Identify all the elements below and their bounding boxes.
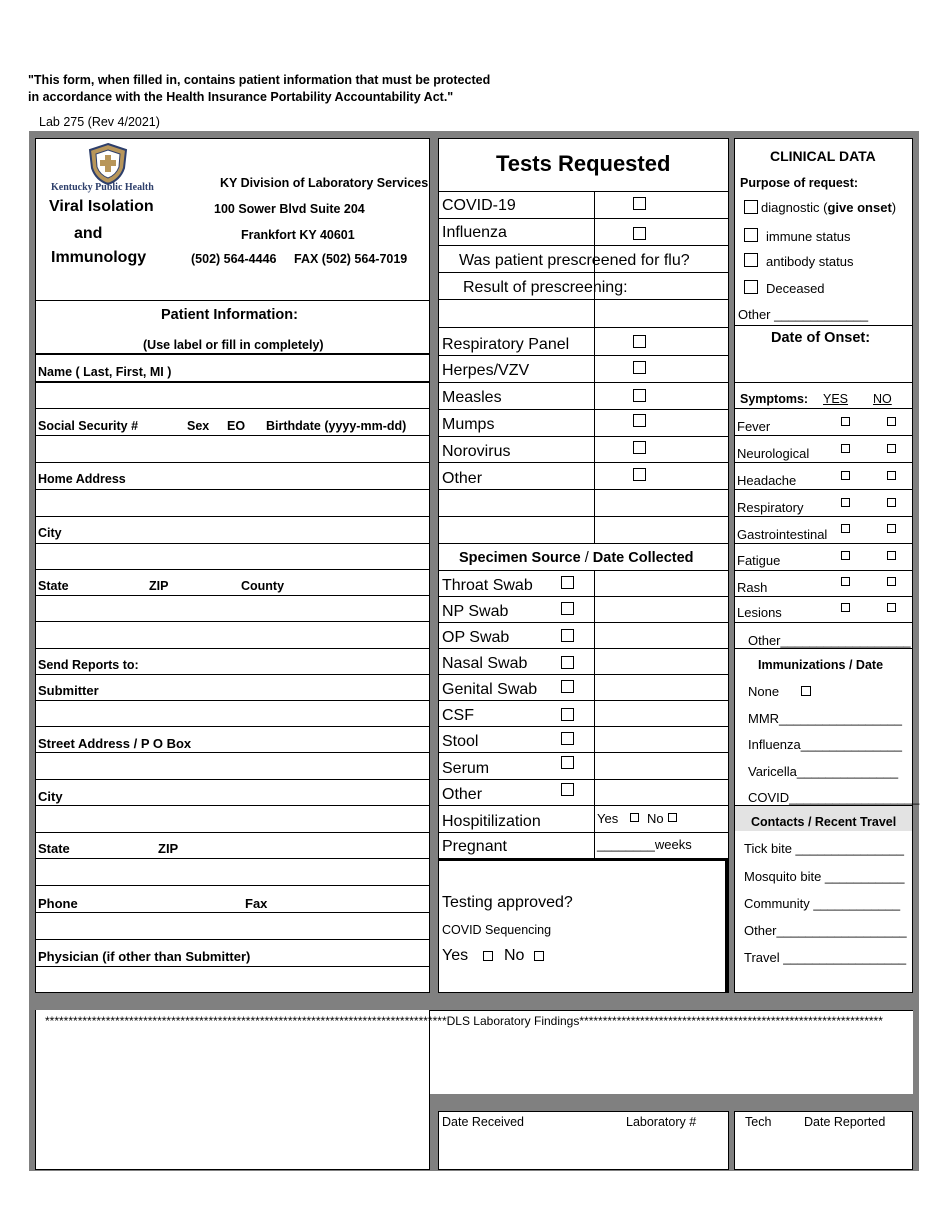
patient-info-heading: Patient Information: bbox=[161, 307, 298, 323]
symptom-neurological-yes[interactable] bbox=[841, 444, 850, 453]
specimen-op-label: OP Swab bbox=[442, 629, 510, 646]
test-covid-checkbox[interactable] bbox=[633, 197, 646, 210]
form-number: Lab 275 (Rev 4/2021) bbox=[39, 115, 160, 129]
name-label: Name ( Last, First, MI ) bbox=[38, 365, 172, 379]
symptoms-yes-header: YES bbox=[823, 392, 849, 406]
hosp-yes-label: Yes bbox=[597, 811, 619, 826]
imm-influenza-label: Influenza______________ bbox=[748, 737, 902, 752]
antibody-status-checkbox[interactable] bbox=[744, 253, 758, 267]
symptom-headache-yes[interactable] bbox=[841, 471, 850, 480]
specimen-stool-checkbox[interactable] bbox=[561, 732, 574, 745]
specimen-csf-checkbox[interactable] bbox=[561, 708, 574, 721]
symptom-lesions-yes[interactable] bbox=[841, 603, 850, 612]
symptom-fatigue-yes[interactable] bbox=[841, 551, 850, 560]
approved-no-label: No bbox=[504, 947, 525, 964]
date-received-label: Date Received bbox=[442, 1115, 524, 1129]
division-fax: FAX (502) 564-7019 bbox=[294, 252, 408, 266]
findings-left-box bbox=[35, 1010, 430, 1170]
test-herpes-label: Herpes/VZV bbox=[442, 362, 530, 379]
hospitalization-label: Hospitilization bbox=[442, 813, 541, 830]
specimen-csf-label: CSF bbox=[442, 707, 474, 724]
tests-panel bbox=[438, 138, 729, 993]
symptom-gastrointestinal-no[interactable] bbox=[887, 524, 896, 533]
test-influenza-checkbox[interactable] bbox=[633, 227, 646, 240]
contact-mosquito-label: Mosquito bite ___________ bbox=[744, 869, 905, 884]
clinical-data-heading: CLINICAL DATA bbox=[770, 148, 876, 164]
imm-none-checkbox[interactable] bbox=[801, 686, 811, 696]
approved-no-checkbox[interactable] bbox=[534, 951, 544, 961]
hosp-no-label: No bbox=[647, 811, 664, 826]
sex-label: Sex bbox=[187, 419, 210, 433]
send-reports-label: Send Reports to: bbox=[38, 658, 139, 672]
phone-label: Phone bbox=[38, 896, 78, 911]
specimen-other-label: Other bbox=[442, 786, 483, 803]
approved-yes-label: Yes bbox=[442, 947, 469, 964]
symptom-respiratory-label: Respiratory bbox=[737, 500, 804, 515]
prescreened-label: Was patient prescreened for flu? bbox=[459, 252, 690, 269]
test-respiratory-label: Respiratory Panel bbox=[442, 336, 570, 353]
test-other-label: Other bbox=[442, 470, 483, 487]
symptoms-no-header: NO bbox=[873, 392, 892, 406]
hipaa-notice-line2: in accordance with the Health Insurance Portability Accountability Act." bbox=[28, 90, 454, 104]
symptom-headache-no[interactable] bbox=[887, 471, 896, 480]
tech-label: Tech bbox=[745, 1115, 772, 1129]
lab-number-label: Laboratory # bbox=[626, 1115, 697, 1129]
city-label: City bbox=[38, 526, 62, 540]
division-address1: 100 Sower Blvd Suite 204 bbox=[214, 202, 365, 216]
symptom-fatigue-label: Fatigue bbox=[737, 553, 781, 568]
symptom-lesions-no[interactable] bbox=[887, 603, 896, 612]
home-address-label: Home Address bbox=[38, 472, 126, 486]
date-collected-heading: Date Collected bbox=[592, 550, 694, 566]
zip2-label: ZIP bbox=[158, 841, 179, 856]
kph-shield-icon bbox=[86, 142, 130, 186]
contact-other-label: Other__________________ bbox=[744, 923, 907, 938]
birthdate-label: Birthdate (yyyy-mm-dd) bbox=[266, 419, 407, 433]
immune-status-checkbox[interactable] bbox=[744, 228, 758, 242]
test-mumps-label: Mumps bbox=[442, 416, 495, 433]
purpose-other-label: Other _____________ bbox=[738, 307, 869, 322]
symptom-rash-label: Rash bbox=[737, 580, 768, 595]
contact-tick-label: Tick bite _______________ bbox=[744, 841, 904, 856]
imm-mmr-label: MMR_________________ bbox=[748, 711, 902, 726]
diagnostic-label-c: ) bbox=[891, 200, 897, 215]
deceased-label: Deceased bbox=[766, 281, 825, 296]
state-label: State bbox=[38, 579, 69, 593]
specimen-np-checkbox[interactable] bbox=[561, 602, 574, 615]
pregnant-weeks: ________weeks bbox=[597, 837, 692, 852]
title-line1: Viral Isolation bbox=[49, 198, 154, 215]
imm-none-label: None bbox=[748, 684, 780, 699]
title-line3: Immunology bbox=[51, 249, 147, 266]
specimen-other-checkbox[interactable] bbox=[561, 783, 574, 796]
test-herpes-checkbox[interactable] bbox=[633, 361, 646, 374]
diagnostic-label bbox=[761, 200, 896, 215]
hipaa-notice-line1: "This form, when filled in, contains patient information that must be protected bbox=[28, 73, 491, 87]
hipaa-notice bbox=[28, 72, 490, 106]
specimen-op-checkbox[interactable] bbox=[561, 629, 574, 642]
contact-community-label: Community ____________ bbox=[744, 896, 901, 911]
specimen-stool-label: Stool bbox=[442, 733, 479, 750]
ssn-label: Social Security # bbox=[38, 419, 139, 433]
test-norovirus-label: Norovirus bbox=[442, 443, 511, 460]
logo-text: Kentucky Public Health bbox=[51, 182, 154, 193]
county-label: County bbox=[241, 579, 285, 593]
contacts-travel-heading: Contacts / Recent Travel bbox=[751, 815, 897, 829]
specimen-nasal-label: Nasal Swab bbox=[442, 655, 528, 672]
symptom-gastrointestinal-label: Gastrointestinal bbox=[737, 527, 828, 542]
fax-label: Fax bbox=[245, 896, 268, 911]
division-phone: (502) 564-4446 bbox=[191, 252, 277, 266]
tech-box bbox=[734, 1111, 913, 1170]
specimen-throat-checkbox[interactable] bbox=[561, 576, 574, 589]
symptom-respiratory-yes[interactable] bbox=[841, 498, 850, 507]
eo-label: EO bbox=[227, 419, 246, 433]
specimen-throat-label: Throat Swab bbox=[442, 577, 533, 594]
street-address-label: Street Address / P O Box bbox=[38, 736, 192, 751]
zip-label: ZIP bbox=[149, 579, 169, 593]
division-address2: Frankfort KY 40601 bbox=[241, 228, 355, 242]
antibody-status-label: antibody status bbox=[766, 254, 854, 269]
symptom-lesions-label: Lesions bbox=[737, 605, 782, 620]
specimen-genital-label: Genital Swab bbox=[442, 681, 538, 698]
imm-covid-label: COVID__________________ bbox=[748, 790, 920, 805]
symptom-fever-label: Fever bbox=[737, 419, 771, 434]
symptom-other-label: Other__________________ bbox=[748, 633, 911, 648]
diagnostic-label-a: diagnostic ( bbox=[761, 200, 828, 215]
test-covid-label: COVID-19 bbox=[442, 197, 516, 214]
findings-label: **************************************************************************************DLS Laboratory Findings***************************************************************** bbox=[45, 1014, 883, 1028]
clinical-panel bbox=[734, 138, 920, 993]
specimen-nasal-checkbox[interactable] bbox=[561, 656, 574, 669]
test-norovirus-checkbox[interactable] bbox=[633, 441, 646, 454]
city2-label: City bbox=[38, 789, 63, 804]
covid-sequencing-label: COVID Sequencing bbox=[442, 923, 552, 937]
specimen-heading bbox=[459, 550, 694, 566]
symptom-respiratory-no[interactable] bbox=[887, 498, 896, 507]
symptom-neurological-label: Neurological bbox=[737, 446, 810, 461]
purpose-label: Purpose of request: bbox=[740, 176, 859, 190]
specimen-source-heading: Specimen Source bbox=[459, 550, 581, 566]
imm-varicella-label: Varicella______________ bbox=[748, 764, 899, 779]
hosp-yes-checkbox[interactable] bbox=[630, 813, 639, 822]
diagnostic-checkbox[interactable] bbox=[744, 200, 758, 214]
specimen-serum-checkbox[interactable] bbox=[561, 756, 574, 769]
tests-requested-heading: Tests Requested bbox=[496, 151, 671, 176]
specimen-heading-separator: / bbox=[580, 550, 593, 566]
testing-approved-label: Testing approved? bbox=[442, 894, 573, 911]
division-name: KY Division of Laboratory Services bbox=[220, 176, 429, 190]
hosp-no-checkbox[interactable] bbox=[668, 813, 677, 822]
state2-label: State bbox=[38, 841, 70, 856]
date-received-box bbox=[438, 1111, 729, 1170]
test-measles-label: Measles bbox=[442, 389, 502, 406]
prescreen-result-label: Result of prescreening: bbox=[463, 279, 628, 296]
test-measles-checkbox[interactable] bbox=[633, 389, 646, 402]
patient-panel bbox=[35, 138, 430, 993]
pregnant-label: Pregnant bbox=[442, 838, 507, 855]
symptom-neurological-no[interactable] bbox=[887, 444, 896, 453]
specimen-np-label: NP Swab bbox=[442, 603, 509, 620]
approved-yes-checkbox[interactable] bbox=[483, 951, 493, 961]
specimen-serum-label: Serum bbox=[442, 760, 490, 777]
symptom-fever-yes[interactable] bbox=[841, 417, 850, 426]
test-other-checkbox[interactable] bbox=[633, 468, 646, 481]
specimen-genital-checkbox[interactable] bbox=[561, 680, 574, 693]
test-respiratory-checkbox[interactable] bbox=[633, 335, 646, 348]
symptoms-label: Symptoms: bbox=[740, 392, 809, 406]
physician-label: Physician (if other than Submitter) bbox=[38, 949, 251, 964]
test-influenza-label: Influenza bbox=[442, 224, 507, 241]
deceased-checkbox[interactable] bbox=[744, 280, 758, 294]
submitter-label: Submitter bbox=[38, 683, 99, 698]
test-mumps-checkbox[interactable] bbox=[633, 414, 646, 427]
patient-info-subheading: (Use label or fill in completely) bbox=[143, 338, 324, 352]
contact-travel-label: Travel _________________ bbox=[744, 950, 907, 965]
symptom-rash-yes[interactable] bbox=[841, 577, 850, 586]
diagnostic-label-b: give onset bbox=[827, 200, 892, 215]
title-line2: and bbox=[74, 225, 103, 242]
symptom-headache-label: Headache bbox=[737, 473, 797, 488]
symptom-fever-no[interactable] bbox=[887, 417, 896, 426]
symptom-rash-no[interactable] bbox=[887, 577, 896, 586]
date-reported-label: Date Reported bbox=[804, 1115, 886, 1129]
immunizations-heading: Immunizations / Date bbox=[758, 658, 884, 672]
symptom-gastrointestinal-yes[interactable] bbox=[841, 524, 850, 533]
symptom-fatigue-no[interactable] bbox=[887, 551, 896, 560]
immune-status-label: immune status bbox=[766, 229, 851, 244]
date-of-onset-heading: Date of Onset: bbox=[771, 330, 871, 346]
